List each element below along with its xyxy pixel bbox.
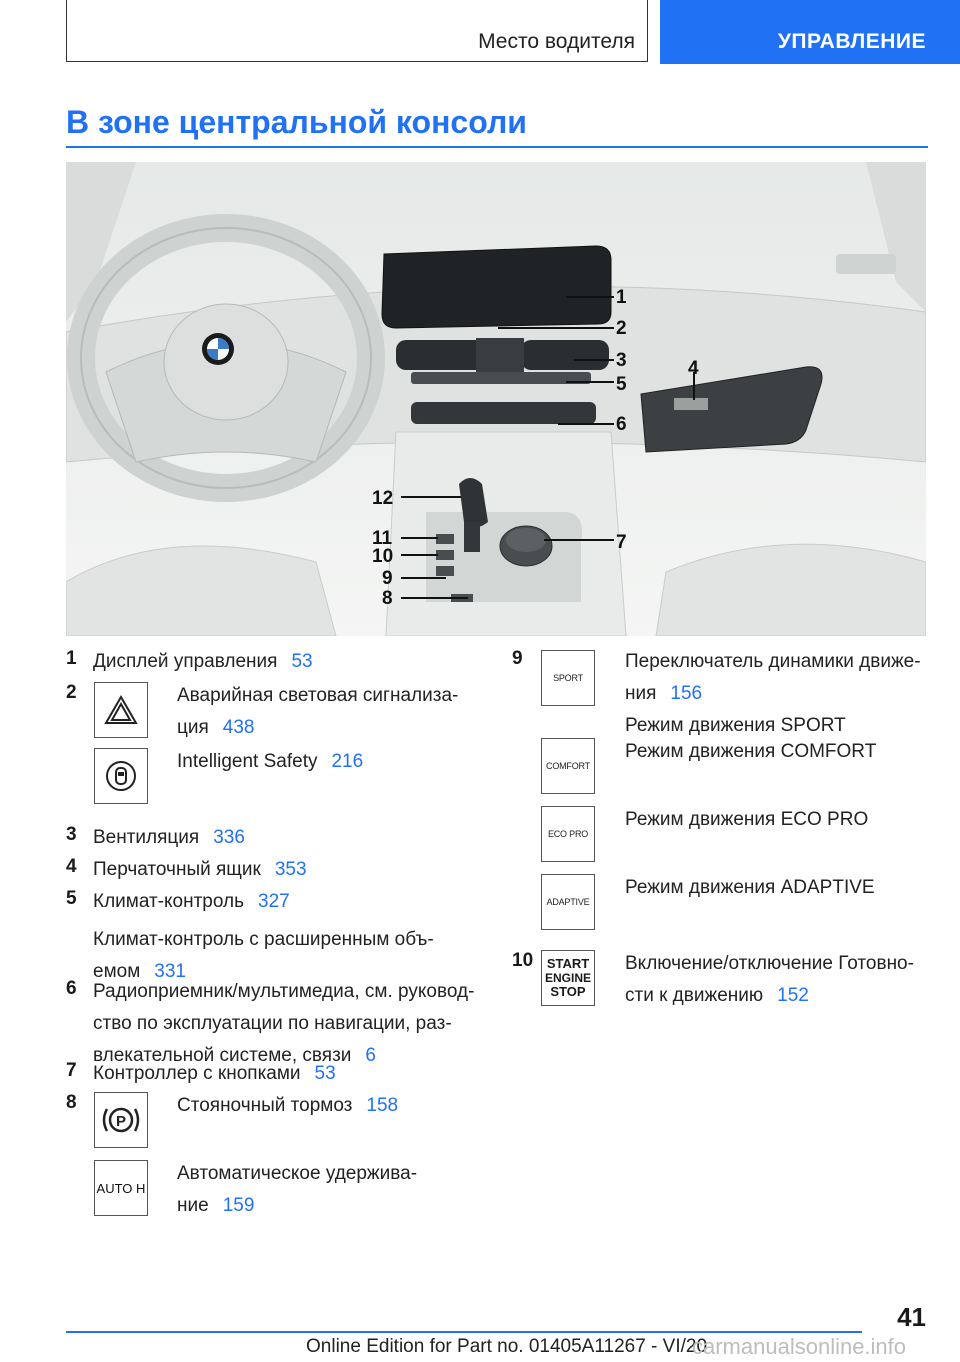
- item-text: Режим движения COMFORT: [625, 741, 877, 762]
- header-section-label: Место водителя: [478, 30, 635, 53]
- page-ref-link[interactable]: 156: [670, 683, 703, 704]
- item-text: Включение/отключение Готовно- сти к движению 152: [625, 953, 914, 1006]
- page-ref-link[interactable]: 336: [213, 827, 245, 848]
- page-title: В зоне центральной консоли: [66, 104, 527, 140]
- intelligent-safety-icon: [94, 748, 148, 804]
- item-text: Контроллер с кнопками 53: [93, 1063, 336, 1084]
- item-text: Режим движения ECO PRO: [625, 809, 869, 830]
- comfort-mode-icon: COMFORT: [541, 738, 595, 794]
- callout-5: 5: [616, 374, 627, 395]
- page-ref-link[interactable]: 53: [291, 651, 313, 672]
- item-text: Перчаточный ящик 353: [93, 859, 307, 880]
- callout-3: 3: [616, 350, 627, 371]
- item-text: Аварийная световая сигнализа- ция 438: [177, 685, 459, 738]
- item-text: Дисплей управления 53: [93, 651, 313, 672]
- dashboard-illustration: [66, 162, 926, 636]
- item-number: 2: [66, 682, 77, 703]
- item-number: 10: [512, 950, 534, 971]
- start-stop-icon: START ENGINE STOP: [541, 950, 595, 1006]
- eco-pro-mode-icon: ECO PRO: [541, 806, 595, 862]
- item-number: 1: [66, 648, 77, 669]
- item-number: 5: [66, 888, 77, 909]
- item-number: 8: [66, 1092, 77, 1113]
- item-number: 3: [66, 824, 77, 845]
- dashboard-drawing: [66, 162, 926, 636]
- watermark: carmanualsonline.info: [692, 1334, 907, 1359]
- item-number: 7: [66, 1060, 77, 1081]
- item-text: Intelligent Safety 216: [177, 751, 364, 772]
- hazard-triangle-icon: [94, 682, 148, 738]
- callout-10: 10: [372, 546, 394, 567]
- page-ref-link[interactable]: 331: [154, 961, 186, 982]
- item-number: 4: [66, 856, 77, 877]
- page-ref-link[interactable]: 216: [331, 751, 364, 772]
- footer-edition: Online Edition for Part no. 01405A11267 - VI/20: [306, 1336, 708, 1357]
- item-text: Климат-контроль 327: [93, 891, 290, 912]
- item-text: Режим движения ADAPTIVE: [625, 877, 875, 898]
- callout-8: 8: [382, 588, 393, 609]
- item-text: Вентиляция 336: [93, 827, 245, 848]
- svg-text:P: P: [115, 1113, 127, 1130]
- footer-divider: [66, 1331, 862, 1333]
- parking-brake-icon: [94, 1092, 148, 1148]
- sport-mode-icon: SPORT: [541, 650, 595, 706]
- header-chapter-tab[interactable]: [660, 0, 960, 64]
- item-text: Радиоприемник/мультимедиа, см. руковод- ство по эксплуатации по навигации, раз- влекательной системе, связи 6: [93, 981, 475, 1066]
- page-ref-link[interactable]: 152: [777, 985, 809, 1006]
- bmw-roundel-icon: [202, 333, 234, 365]
- callout-4: 4: [688, 358, 699, 379]
- callout-6: 6: [616, 414, 627, 435]
- page-ref-link[interactable]: 158: [366, 1095, 399, 1116]
- title-divider: [66, 146, 928, 148]
- item-text: Переключатель динамики движе- ния 156 Режим движения SPORT: [625, 651, 921, 736]
- adaptive-mode-icon: ADAPTIVE: [541, 874, 595, 930]
- header-section-box: [66, 0, 648, 62]
- callout-11: 11: [372, 528, 393, 549]
- item-text: Стояночный тормоз 158: [177, 1095, 399, 1116]
- item-number: 6: [66, 978, 77, 999]
- page-ref-link[interactable]: 438: [222, 717, 255, 738]
- callout-12: 12: [372, 488, 394, 509]
- page-ref-link[interactable]: 6: [365, 1045, 376, 1066]
- page-ref-link[interactable]: 353: [274, 859, 307, 880]
- header-chapter-label: УПРАВЛЕНИЕ: [777, 30, 926, 53]
- callout-9: 9: [382, 568, 393, 589]
- item-text: Автоматическое удержива- ние 159: [177, 1163, 418, 1216]
- item-number: 9: [512, 648, 523, 669]
- page-ref-link[interactable]: 159: [222, 1195, 255, 1216]
- page-ref-link[interactable]: 327: [258, 891, 290, 912]
- callout-2: 2: [616, 318, 627, 339]
- page-ref-link[interactable]: 53: [314, 1063, 336, 1084]
- page-number: 41: [897, 1302, 926, 1332]
- auto-hold-icon: AUTO H: [94, 1160, 148, 1216]
- item-text: Климат-контроль с расширенным объ- емом 331: [93, 929, 434, 982]
- callout-1: 1: [616, 287, 627, 308]
- callout-7: 7: [616, 532, 627, 553]
